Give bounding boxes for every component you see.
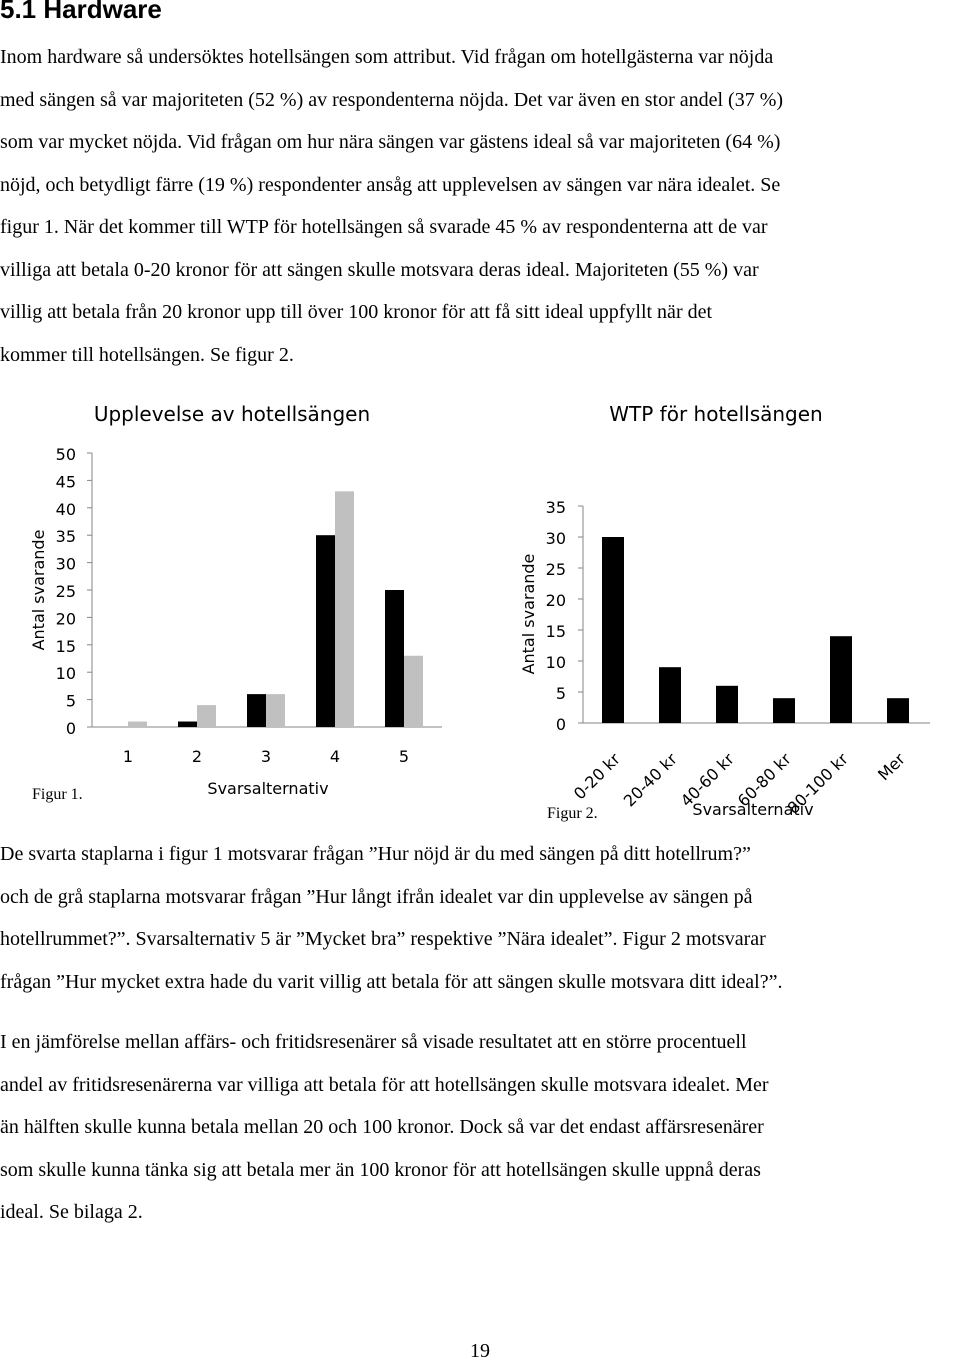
paragraph-figure-description xyxy=(0,833,960,1003)
bar-grey xyxy=(197,705,216,727)
bar-black xyxy=(773,698,795,723)
paragraph-comparison xyxy=(0,1021,960,1234)
y-tick-label: 35 xyxy=(55,527,76,547)
y-tick-label: 20 xyxy=(545,591,566,610)
bar-black xyxy=(316,535,335,727)
bar-black xyxy=(830,636,852,723)
bar-black xyxy=(887,698,909,723)
y-tick-label: 30 xyxy=(55,554,76,574)
y-tick-label: 25 xyxy=(545,560,566,579)
bar-black xyxy=(602,537,624,723)
y-tick-label: 15 xyxy=(55,636,76,656)
text-line: villig att betala från 20 kronor upp till över 100 kronor för att få sitt ideal uppfyllt när det xyxy=(0,301,713,323)
text-line: som skulle kunna tänka sig att betala mer än 100 kronor för att hotellsängen skulle uppnå deras xyxy=(0,1158,761,1181)
x-tick-label: 2 xyxy=(191,747,203,766)
y-tick-label: 20 xyxy=(55,609,76,629)
y-axis-label: Antal svarande xyxy=(519,553,538,675)
y-tick-label: 50 xyxy=(55,445,76,464)
y-axis-label: Antal svarande xyxy=(29,529,48,651)
text-line: frågan ”Hur mycket extra hade du varit villig att betala för att sängen skulle motsvara ditt ideal?”. xyxy=(0,970,783,993)
text-line: hotellrummet?”. Svarsalternativ 5 är ”Mycket bra” respektive ”Nära idealet”. Figur 2 motsvarar xyxy=(0,928,766,950)
text-line: än hälften skulle kunna betala mellan 20 och 100 kronor. Dock så var det endast affärsresenärer xyxy=(0,1116,764,1138)
x-tick-label: 40-60 kr xyxy=(676,749,738,811)
x-tick-label: 20-40 kr xyxy=(619,749,681,811)
text-line: figur 1. När det kommer till WTP för hotellsängen så svarade 45 % av respondenterna att de var xyxy=(0,216,768,238)
text-line: ideal. Se bilaga 2. xyxy=(0,1201,143,1223)
y-tick-label: 5 xyxy=(65,691,76,711)
x-tick-label: 1 xyxy=(122,747,134,766)
text-line: som var mycket nöjda. Vid frågan om hur nära sängen var gästens ideal så var majoriteten (64 %) xyxy=(0,131,781,153)
x-axis-label: Svarsalternativ xyxy=(692,800,814,819)
bar-grey xyxy=(404,656,423,727)
text-line: kommer till hotellsängen. Se figur 2. xyxy=(0,343,294,366)
x-tick-label: 4 xyxy=(329,747,341,766)
bar-black xyxy=(178,722,197,727)
section-heading: 5.1 Hardware xyxy=(0,0,162,24)
chart-title: WTP för hotellsängen xyxy=(609,402,823,426)
text-line: och de grå staplarna motsvarar frågan ”Hur långt ifrån idealet var din upplevelse av sängen på xyxy=(0,885,753,908)
y-tick-label: 25 xyxy=(55,582,76,601)
text-line: andel av fritidsresenärerna var villiga att betala för att hotellsängen skulle motsvara idealet. Mer xyxy=(0,1073,769,1096)
chart-title: Upplevelse av hotellsängen xyxy=(93,402,371,426)
bar-grey xyxy=(266,694,285,727)
x-tick-label: 5 xyxy=(398,747,410,766)
y-tick-label: 30 xyxy=(545,529,566,548)
x-tick-label: 60-80 kr xyxy=(733,749,795,811)
text-line: Inom hardware så undersöktes hotellsängen som attribut. Vid frågan om hotellgästerna var nöjda xyxy=(0,46,774,68)
y-tick-label: 45 xyxy=(55,472,76,492)
bar-black xyxy=(385,590,404,727)
x-tick-label: 3 xyxy=(260,747,272,766)
y-tick-label: 10 xyxy=(55,664,76,684)
text-line: I en jämförelse mellan affärs- och fritidsresenärer så visade resultatet att en större procentuell xyxy=(0,1031,747,1053)
x-axis-label: Svarsalternativ xyxy=(207,779,329,798)
page-number: 19 xyxy=(470,1340,490,1362)
x-tick-label: Mer xyxy=(874,749,909,785)
paragraph-intro xyxy=(0,36,960,376)
bar-black xyxy=(247,694,266,727)
bar-grey xyxy=(128,722,147,727)
text-line: med sängen så var majoriteten (52 %) av respondenterna nöjda. Det var även en stor andel (37 %) xyxy=(0,88,784,111)
bar-black xyxy=(659,667,681,723)
bar-grey xyxy=(335,491,354,727)
text-line: De svarta staplarna i figur 1 motsvarar frågan ”Hur nöjd är du med sängen på ditt hotellrum?” xyxy=(0,843,751,865)
y-tick-label: 10 xyxy=(545,653,566,672)
text-line: nöjd, och betydligt färre (19 %) respondenter ansåg att upplevelsen av sängen var nära idealet. Se xyxy=(0,173,781,196)
text-line: villiga att betala 0-20 kronor för att sängen skulle motsvara deras ideal. Majoriteten (55 %) var xyxy=(0,258,759,281)
y-tick-label: 0 xyxy=(555,715,566,734)
y-tick-label: 40 xyxy=(55,499,76,519)
figure-2-caption: Figur 2. xyxy=(547,805,598,822)
figure-1-caption: Figur 1. xyxy=(32,786,83,803)
x-tick-label: 80-100 kr xyxy=(783,749,852,818)
y-tick-label: 15 xyxy=(545,622,566,641)
bar-black xyxy=(716,686,738,723)
x-tick-label: 0-20 kr xyxy=(569,749,624,804)
y-tick-label: 5 xyxy=(555,684,566,703)
y-tick-label: 35 xyxy=(545,498,566,517)
y-tick-label: 0 xyxy=(65,719,76,738)
